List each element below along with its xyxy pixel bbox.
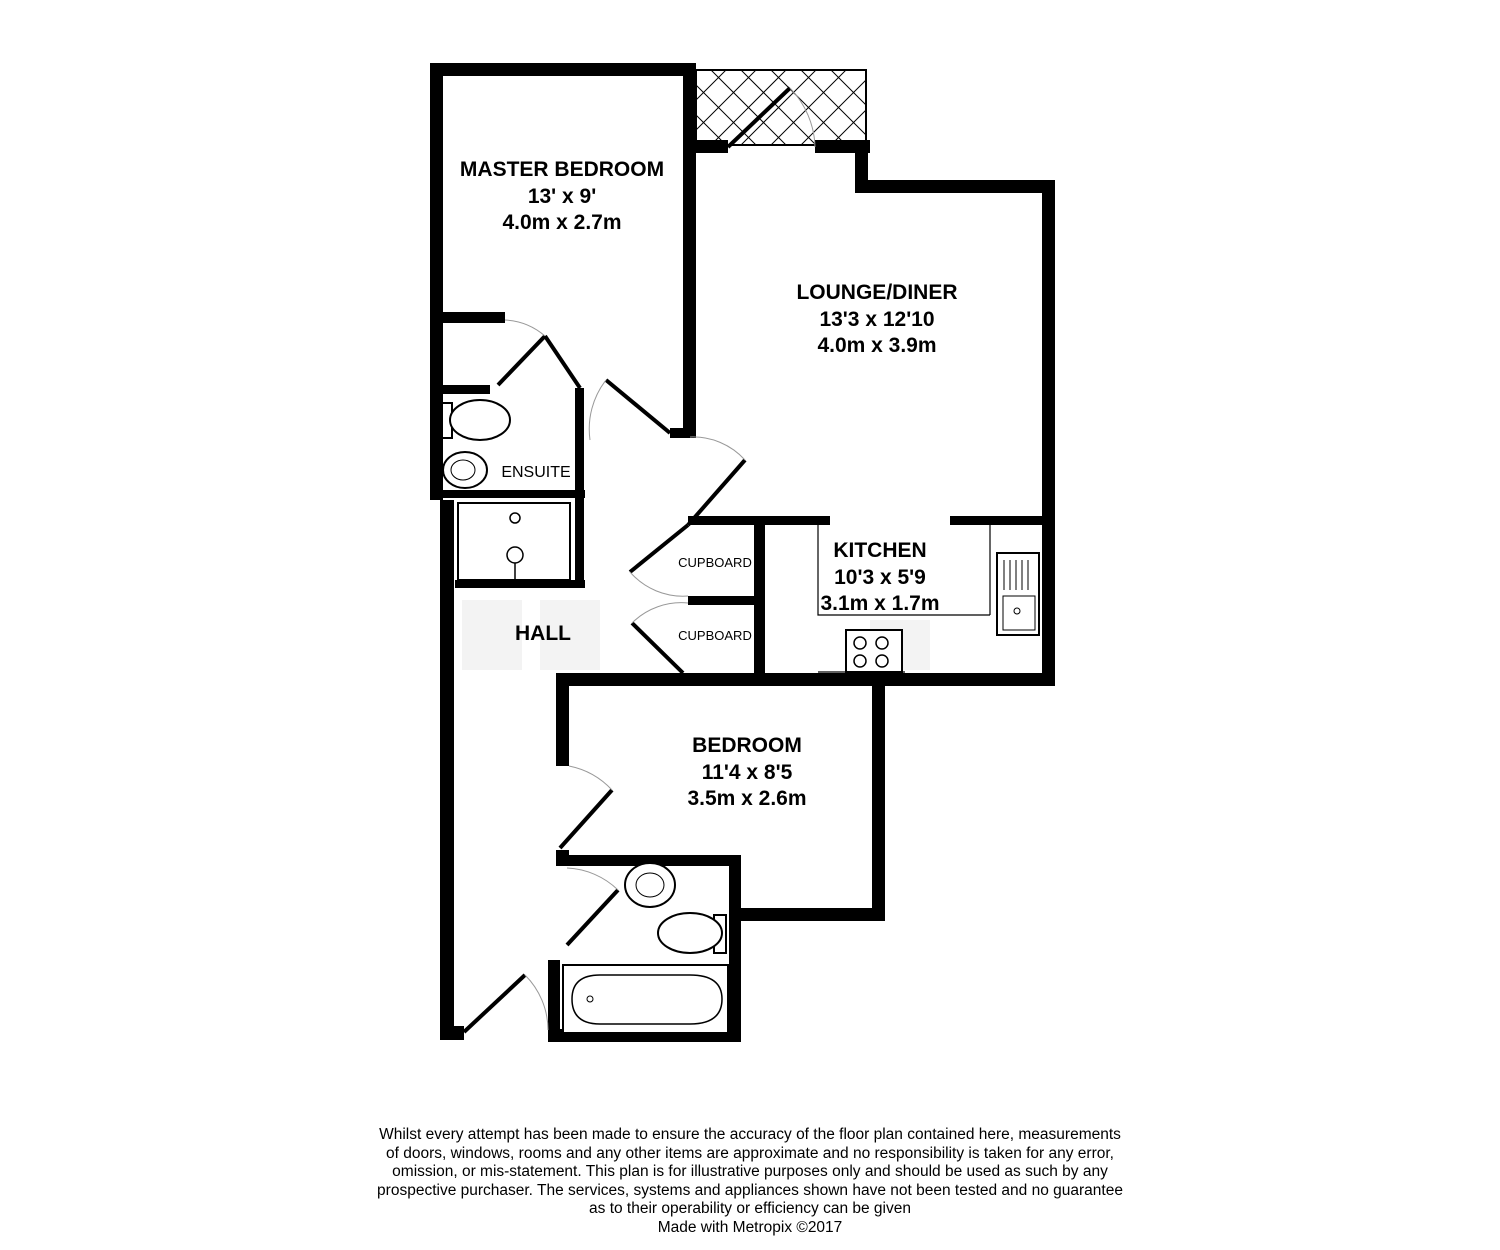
lounge-diner-imperial: 13'3 x 12'10 [819,308,935,331]
bathroom-toilet-icon [658,913,726,953]
kitchen-imperial: 10'3 x 5'9 [834,566,926,589]
bedroom-metric: 3.5m x 2.6m [687,787,807,810]
kitchen-label [820,539,939,615]
bathroom-basin-icon [625,863,675,907]
disclaimer-line: of doors, windows, rooms and any other items are approximate and no responsibility is taken for any error, [385,1144,1114,1162]
lounge-diner-metric: 4.0m x 3.9m [817,334,937,357]
master-bedroom-metric: 4.0m x 2.7m [502,211,622,234]
balcony [696,70,866,145]
bedroom-name: BEDROOM [692,734,802,757]
lounge-diner-name: LOUNGE/DINER [796,281,958,304]
bathtub-icon [563,965,728,1033]
hall-label: HALL [515,622,571,645]
disclaimer-line: Whilst every attempt has been made to ensure the accuracy of the floor plan contained here, measurements [379,1126,1121,1143]
bedroom-label [687,734,806,810]
kitchen-sink-icon [997,553,1039,635]
disclaimer-line: omission, or mis-statement. This plan is for illustrative purposes only and should be used as such by any [392,1163,1108,1181]
bedroom-imperial: 11'4 x 8'5 [701,761,793,784]
master-bedroom-label [460,158,664,234]
credit-line: Made with Metropix ©2017 [657,1218,843,1236]
ensuite-label: ENSUITE [501,464,571,481]
disclaimer-line: as to their operability or efficiency can be given [589,1200,911,1218]
cupboard-1-label: CUPBOARD [678,555,752,570]
master-bedroom-imperial: 13' x 9' [527,185,597,208]
ensuite-toilet-icon [442,400,510,440]
disclaimer-line: prospective purchaser. The services, systems and appliances shown have not been tested and no guarantee [377,1181,1123,1199]
ensuite-basin-icon [443,452,487,488]
hob-icon [846,630,902,672]
shower-tray-icon [458,503,570,580]
cupboard-2-label: CUPBOARD [678,628,752,643]
kitchen-name: KITCHEN [833,539,927,562]
lounge-diner-label [796,281,957,357]
master-bedroom-name: MASTER BEDROOM [459,158,665,181]
kitchen-metric: 3.1m x 1.7m [820,592,940,615]
disclaimer [330,1126,1170,1238]
